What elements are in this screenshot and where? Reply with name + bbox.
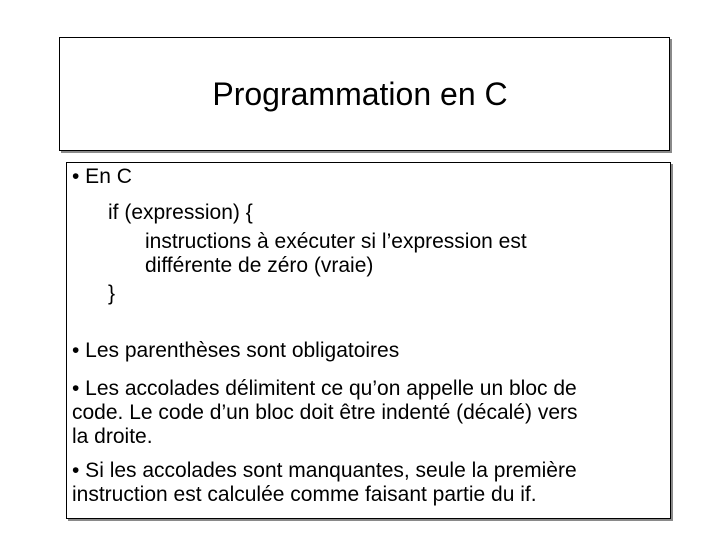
code-body-line-1: instructions à exécuter si l’expression est [145, 230, 527, 253]
bullet-en-c: • En C [72, 165, 132, 188]
bullet-accolades-line-1: • Les accolades délimitent ce qu’on appelle un bloc de [72, 377, 577, 400]
bullet-missing-line-2: instruction est calculée comme faisant partie du if. [72, 483, 537, 506]
slide-title: Programmation en C [212, 76, 508, 112]
bullet-parentheses: • Les parenthèses sont obligatoires [72, 339, 400, 362]
bullet-missing-line-1: • Si les accolades sont manquantes, seule la première [72, 459, 577, 482]
code-if-line: if (expression) { [108, 201, 253, 224]
code-close-brace: } [108, 282, 116, 305]
bullet-accolades-line-3: la droite. [72, 425, 153, 448]
bullet-accolades-line-2: code. Le code d’un bloc doit être indenté (décalé) vers [72, 401, 578, 424]
code-body-line-2: différente de zéro (vraie) [145, 254, 374, 277]
